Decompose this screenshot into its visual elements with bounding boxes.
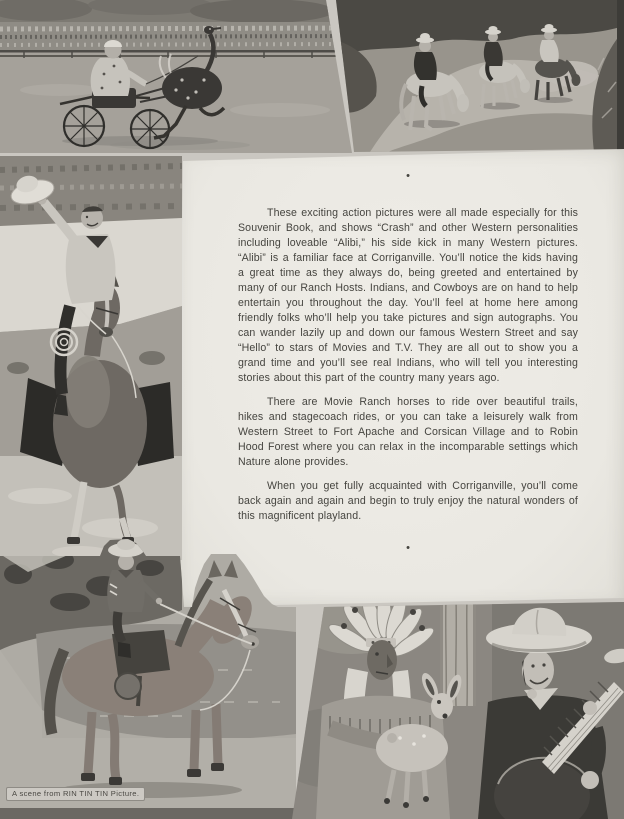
ground-shade bbox=[0, 808, 296, 819]
panel-text-block bbox=[238, 172, 578, 552]
grandstand-crowd bbox=[0, 22, 352, 52]
decorative-dot-bottom: • bbox=[406, 542, 410, 554]
trail-ride-photo bbox=[336, 0, 624, 152]
chief-and-guitarist-scene bbox=[292, 598, 624, 819]
chief-and-guitarist-photo bbox=[292, 598, 624, 819]
ostrich-cart-scene bbox=[0, 0, 352, 153]
trail-ride-scene bbox=[336, 0, 624, 152]
rearing-horse-scene bbox=[0, 156, 182, 560]
paragraph-closing: When you get fully acquainted with Corriganville, you’ll come back again and again and begin to truly enjoy the natural wonders of this magnificent playland. bbox=[238, 480, 578, 522]
decorative-dot-top: • bbox=[406, 170, 410, 182]
page-edge-shadow bbox=[617, 0, 624, 152]
rearing-horse-cowboy-photo bbox=[0, 156, 182, 560]
paragraph-rides: There are Movie Ranch horses to ride over beautiful trails, hikes and stagecoach rides, or you can take a leisurely walk from Western Street to Fort Apache and Corsican Village and to Robin Hood Forest where you can relax in the incomparable settings which Nature alone provides. bbox=[238, 396, 578, 468]
rin-tin-tin-caption: A scene from RIN TIN TIN Picture. bbox=[6, 787, 145, 801]
hillside-band bbox=[0, 0, 352, 24]
bank-bottom bbox=[0, 738, 296, 819]
ostrich-cart-photo bbox=[0, 0, 352, 153]
indian-chief bbox=[316, 598, 450, 819]
boy-on-horse-scene bbox=[0, 538, 296, 819]
boy-on-horse-photo bbox=[0, 538, 296, 819]
paragraph-intro: These exciting action pictures were all made especially for this Souvenir Book, and shows “Crash” and other Western personalities including loveable “Alibi,” his side kick in many Western pictures. “Alibi” is a familiar face at Corriganville. You’ll notice the kids having a great time as they always do, being greeted and entertained by many of our Ranch Hosts. Indians, and Cowboys are on hand to help entertain you throughout the day. You’ll feel at home here among friendly folks who’ll help you take pictures and sign autographs. You can wander lazily up and down our famous Western Street and say “Hello” to stars of Movies and T.V. They are all out to show you a grand time and you’ll see real Indians, who will tell you interesting stories about this part of the country many years ago. bbox=[238, 207, 578, 384]
